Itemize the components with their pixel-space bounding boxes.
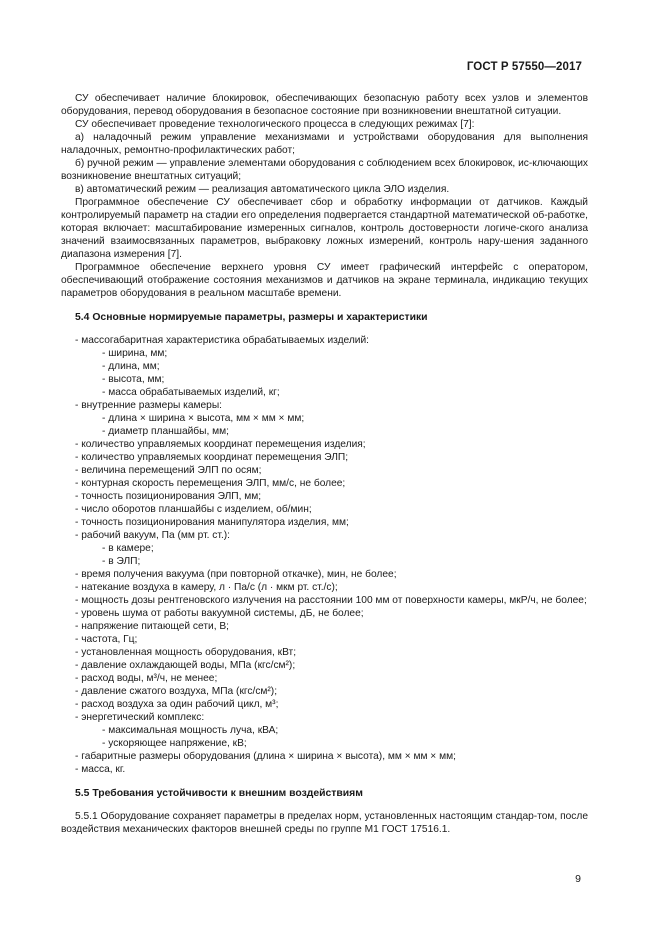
paragraph-5-5-1: 5.5.1 Оборудование сохраняет параметры в пределах норм, установленных настоящим стандар-том, после воздействия механических факторов внешней среды по группе М1 ГОСТ 17516.1. [61,811,588,835]
section-5-4-title: 5.4 Основные нормируемые параметры, размеры и характеристики [75,312,428,323]
list-item: - точность позиционирования ЭЛП, мм; [75,491,262,502]
sublist-item: - длина, мм; [102,361,160,372]
list-item: - точность позиционирования манипулятора изделия, мм; [75,517,349,528]
list-item: - количество управляемых координат перемещения изделия; [75,439,366,450]
list-item: - время получения вакуума (при повторной откачке), мин, не более; [75,569,397,580]
sublist-item: - максимальная мощность луча, кВА; [102,725,279,736]
list-item: - число оборотов планшайбы с изделием, об/мин; [75,504,312,515]
paragraph-software-upper: Программное обеспечение верхнего уровня СУ имеет графический интерфейс с оператором, обеспечивающий отображение состояния механизмов и датчиков на экране терминала, индикацию текущих параметров оборудования в реальном масштабе времени. [61,262,588,299]
sublist [75,724,588,750]
sublist [75,347,588,399]
list-item [61,399,588,438]
list-item: - количество управляемых координат перемещения ЭЛП; [75,452,349,463]
list-item [61,334,588,399]
list-item: - давление сжатого воздуха, МПа (кгс/см²); [75,686,278,697]
list-item: - установленная мощность оборудования, кВт; [75,647,297,658]
page-number: 9 [575,873,581,885]
list-item: - габаритные размеры оборудования (длина × ширина × высота), мм × мм × мм; [75,751,456,762]
mode-setup: а) наладочный режим управление механизмами и устройствами оборудования для выполнения наладочных, ремонтно-профилактических работ; [61,132,588,156]
list-item: - давление охлаждающей воды, МПа (кгс/см²); [75,660,296,671]
parameters-list [61,334,588,776]
sublist-item: - ширина, мм; [102,348,168,359]
list-item: - расход воды, м³/ч, не менее; [75,673,218,684]
list-item: - напряжение питающей сети, В; [75,621,229,632]
section-5-5-title: 5.5 Требования устойчивости к внешним воздействиям [75,788,363,799]
list-item [61,711,588,750]
sublist-item: - длина × ширина × высота, мм × мм × мм; [102,413,305,424]
list-item: - контурная скорость перемещения ЭЛП, мм/с, не более; [75,478,346,489]
sublist-item: - диаметр планшайбы, мм; [102,426,229,437]
paragraph-blocking: СУ обеспечивает наличие блокировок, обеспечивающих безопасную работу всех узлов и элементов оборудования, перевод оборудования в безопасное состояние при возникновении внештатной ситуации. [61,93,588,117]
document-code: ГОСТ Р 57550—2017 [466,61,582,73]
sublist-item: - в ЭЛП; [102,556,141,567]
mode-manual: б) ручной режим — управление элементами оборудования с соблюдением всех блокировок, ис-ключающих возникновение внештатных ситуаций; [61,158,588,182]
list-item: - натекание воздуха в камеру, л · Па/с (л · мкм рт. ст./с); [75,582,338,593]
paragraph-modes-intro: СУ обеспечивает проведение технологического процесса в следующих режимах [7]: [75,119,475,130]
list-item-text: - рабочий вакуум, Па (мм рт. ст.): [75,530,230,541]
sublist-item: - масса обрабатываемых изделий, кг; [102,387,280,398]
mode-auto: в) автоматический режим — реализация автоматического цикла ЭЛО изделия. [75,184,450,195]
list-item-text: - массогабаритная характеристика обрабатываемых изделий: [75,335,370,346]
list-item-text: - мощность дозы рентгеновского излучения на расстоянии 100 мм от поверхности камеры, мкР/ч, не более; [75,595,587,606]
sublist [75,412,588,438]
sublist-item: - высота, мм; [102,374,165,385]
sublist-item: - в камере; [102,543,154,554]
list-item: - уровень шума от работы вакуумной системы, дБ, не более; [75,608,364,619]
list-item [61,529,588,568]
paragraph-software-sensors: Программное обеспечение СУ обеспечивает сбор и обработку информации от датчиков. Каждый контролируемый параметр на стадии его определения подвергается стандартной математической об-работке, которая включает: масштабирование измеренных сигналов, контроль достоверности логиче-ского анализа значений взаимосвязанных параметров, выбраковку ложных измерений, контроль нару-шения заданного диапазона измерения [7]. [61,197,588,260]
list-item-wrapped [61,594,588,607]
list-item: - масса, кг. [75,764,126,775]
list-item-text: - энергетический комплекс: [75,712,205,723]
list-item: - расход воздуха за один рабочий цикл, м³; [75,699,279,710]
list-item: - частота, Гц; [75,634,138,645]
sublist [75,542,588,568]
sublist-item: - ускоряющее напряжение, кВ; [102,738,247,749]
page-content [61,92,588,836]
list-item-text: - внутренние размеры камеры: [75,400,223,411]
list-item: - величина перемещений ЭЛП по осям; [75,465,262,476]
